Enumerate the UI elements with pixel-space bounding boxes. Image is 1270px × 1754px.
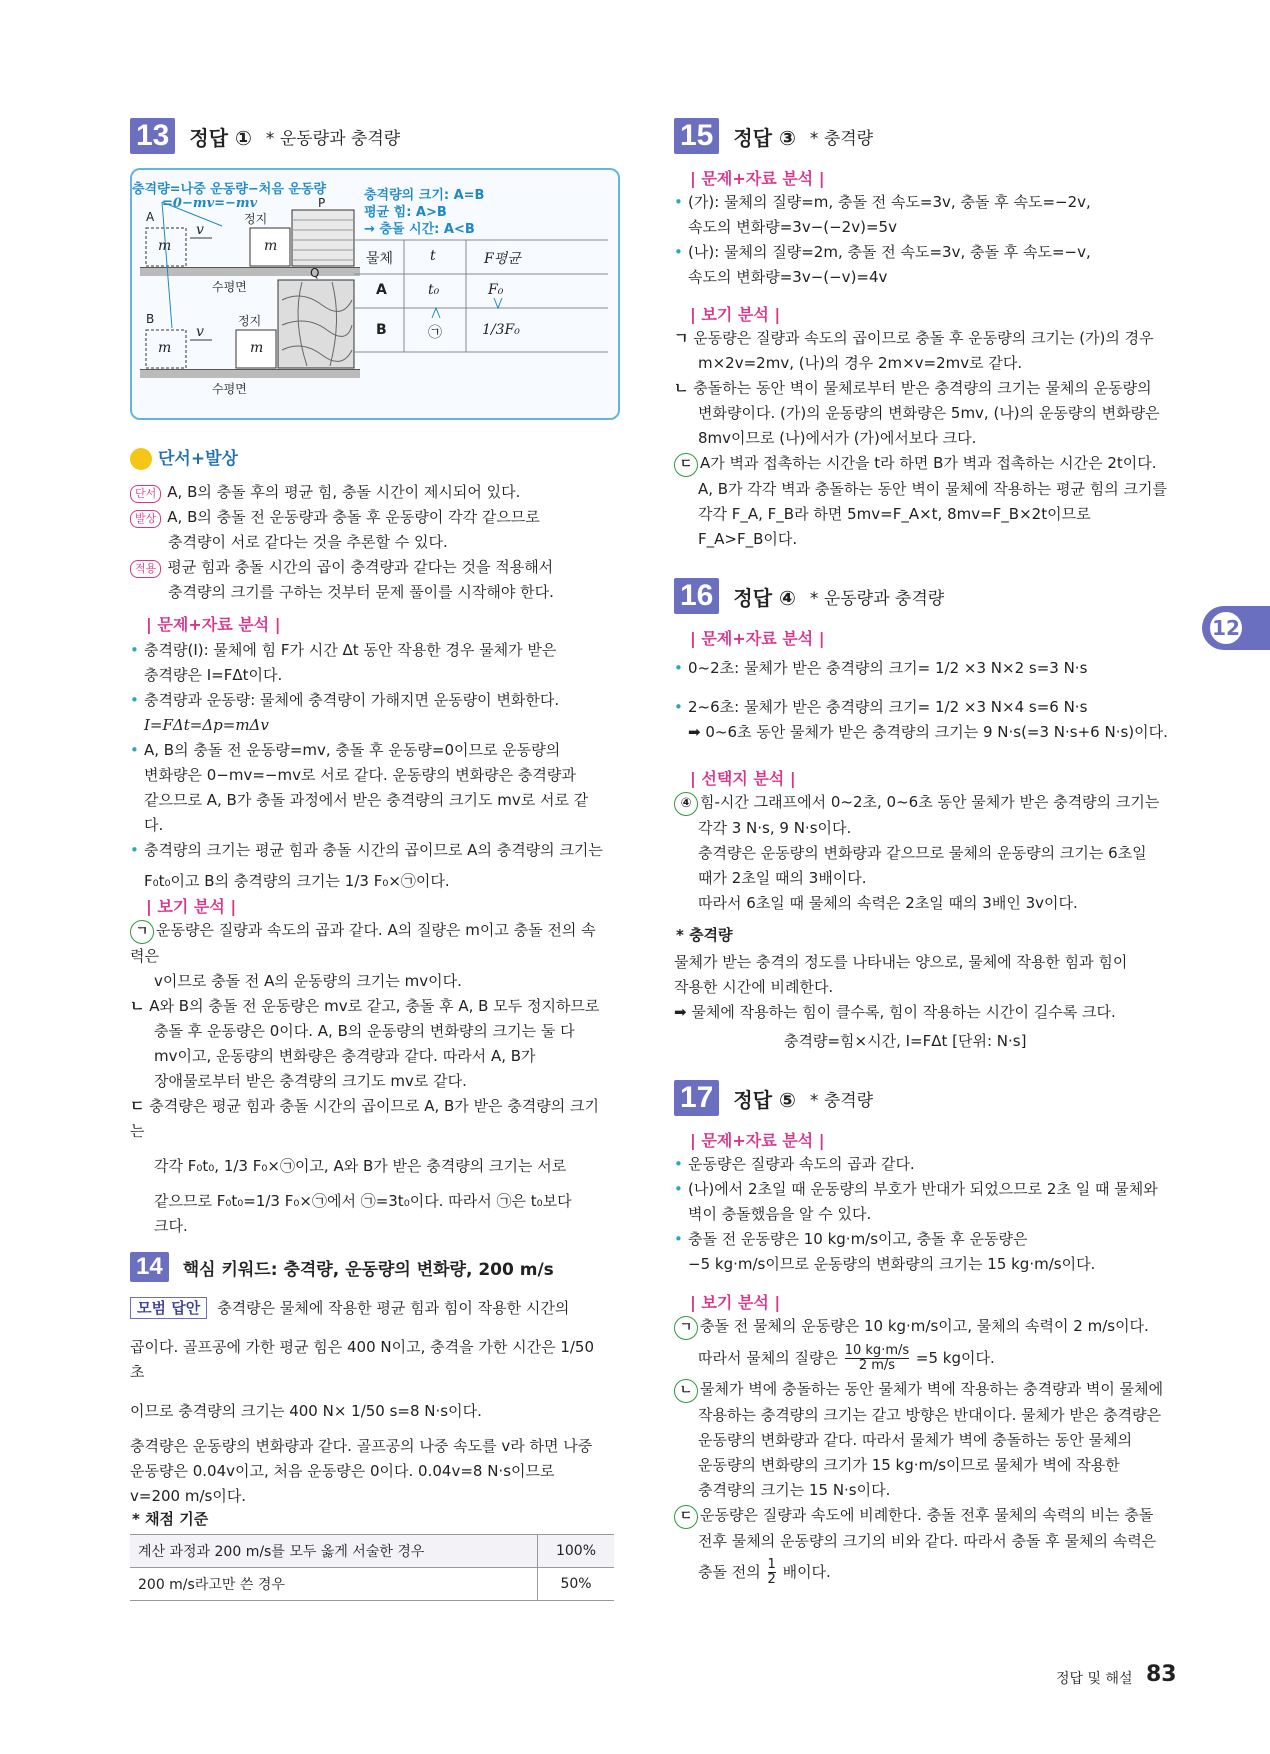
q17-answer: 정답 ⑤ — [733, 1087, 796, 1112]
q15-topic: * 충격량 — [809, 128, 874, 149]
q16-choice-title: | 선택지 분석 | — [690, 769, 796, 788]
q15-a1b: 속도의 변화량=3v−(−2v)=5v — [688, 218, 897, 236]
q16-a2: • 2~6초: 물체가 받은 충격량의 크기= 1/2 ×3 N×4 s=6 N·s — [674, 695, 1174, 720]
q13-v2c: mv이고, 운동량의 변화량은 충격량과 같다. 따라서 A, B가 — [154, 1047, 536, 1065]
q16-n2: 작용한 시간에 비례한다. — [674, 978, 834, 996]
q15-mark2: ㄴ — [674, 379, 689, 397]
clue-list — [130, 480, 600, 605]
q15-v1b: m×2v=2mv, (나)의 경우 2m×v=2mv로 같다. — [698, 354, 1023, 372]
q13-mark1: ㄱ — [130, 920, 154, 944]
diagram-eq2: =0−mv=−mv — [162, 196, 258, 211]
q14-m3: 이므로 충격량의 크기는 400 N× 1/50 s=8 N·s이다. — [130, 1402, 482, 1420]
stop-b: 정지 — [238, 314, 262, 328]
frac-den: 2 m/s — [858, 1358, 896, 1373]
frac-num: 1 — [767, 1557, 776, 1572]
q17-v3a: 운동량은 질량과 속도에 비례한다. 충돌 전후 물체의 속력의 비는 충돌 — [700, 1506, 1154, 1524]
q17-mark3: ㄷ — [674, 1505, 698, 1529]
q15-view-title: | 보기 분석 | — [690, 305, 781, 324]
ground-1: 수평면 — [212, 280, 247, 294]
q16-a1: • 0~2초: 물체가 받은 충격량의 크기= 1/2 ×3 N×2 s=3 N·s — [674, 656, 1174, 681]
q17-topic: * 충격량 — [809, 1090, 874, 1111]
q15-v2a: 충돌하는 동안 벽이 물체로부터 받은 충격량의 크기는 물체의 운동량의 — [693, 379, 1152, 397]
q16-c5: 따라서 6초일 때 물체의 속력은 2초일 때의 3배인 3v이다. — [698, 894, 1078, 912]
mass-b: m — [250, 340, 264, 356]
q15-v2c: 8mv이므로 (나)에서가 (가)에서보다 크다. — [698, 429, 977, 447]
row-b-name: B — [376, 322, 387, 338]
q17-v2c: 운동량의 변화량과 같다. 따라서 물체가 벽에 충돌하는 동안 물체의 — [698, 1431, 1133, 1449]
q14-m4: 충격량은 운동량의 변화량과 같다. 골프공의 나중 속도를 v라 하면 나중 — [130, 1437, 593, 1455]
q13-a3c: 같으므로 A, B가 충돌 과정에서 받은 충격량의 크기도 mv로 서로 같다. — [144, 791, 589, 834]
q17-header — [674, 1080, 873, 1116]
q15-v3c: 각각 F_A, F_B라 하면 5mv=F_A×t, 8mv=F_B×2t이므로 — [698, 505, 1091, 523]
q15-v1a: 운동량은 질량과 속도의 곱이므로 충돌 후 운동량의 크기는 (가)의 경우 — [693, 329, 1154, 347]
th-f: F평균 — [484, 251, 521, 267]
q17-view — [674, 1314, 1174, 1587]
label-a: A — [146, 210, 155, 224]
tag-apply: 적용 — [130, 560, 161, 578]
q17-v3c-pre: 충돌 전의 — [698, 1563, 761, 1581]
q16-a3: ➡ 0~6초 동안 물체가 받은 충격량의 크기는 9 N·s(=3 N·s+6 N·s)이다. — [688, 723, 1168, 741]
model-answer-label: 모범 답안 — [130, 1297, 207, 1319]
q15-analysis-title: | 문제+자료 분석 | — [690, 169, 825, 188]
q14-m5: 운동량은 0.04v이고, 처음 운동량은 0이다. 0.04v=8 N·s이므로 — [130, 1462, 555, 1480]
q17-a2a: • (나)에서 2초일 때 운동량의 부호가 반대가 되었으므로 2초 일 때 물체와 — [674, 1177, 1174, 1202]
q13-v2d: 장애물로부터 받은 충격량의 크기도 mv로 같다. — [154, 1072, 467, 1090]
q15-a1a: • (가): 물체의 질량=m, 충돌 전 속도=3v, 충돌 후 속도=−2v, — [674, 190, 1174, 215]
q17-a3b: −5 kg·m/s이므로 운동량의 변화량의 크기는 15 kg·m/s이다. — [688, 1255, 1096, 1273]
row-b-t: ㉠ — [428, 325, 442, 341]
q16-header — [674, 578, 944, 614]
stop-a: 정지 — [244, 212, 268, 226]
q16-note — [674, 950, 1174, 1054]
q13-a4: • 충격량의 크기는 평균 힘과 충돌 시간의 곱이므로 A의 충격량의 크기는 — [130, 838, 606, 863]
q17-v2a: 물체가 벽에 충돌하는 동안 물체가 벽에 작용하는 충격량과 벽이 물체에 — [700, 1380, 1164, 1398]
grading-criteria: 계산 과정과 200 m/s를 모두 옳게 서술한 경우 — [130, 1535, 538, 1568]
q16-n3: ➡ 물체에 작용하는 힘이 클수록, 힘이 작용하는 시간이 길수록 크다. — [674, 1003, 1116, 1021]
q14-m6: v=200 m/s이다. — [130, 1487, 247, 1505]
q15-answer: 정답 ③ — [733, 125, 796, 150]
q15-number: 15 — [674, 118, 719, 154]
q17-v1a: 충돌 전 물체의 운동량은 10 kg·m/s이고, 물체의 속력이 2 m/s이다. — [700, 1317, 1149, 1335]
q16-n1: 물체가 받는 충격의 정도를 나타내는 양으로, 물체에 작용한 힘과 힘이 — [674, 953, 1128, 971]
q16-note-title: * 충격량 — [676, 926, 733, 944]
th-object: 물체 — [366, 251, 394, 267]
ground-2: 수평면 — [212, 382, 247, 396]
frac-num: 10 kg·m/s — [844, 1343, 910, 1358]
label-b: B — [146, 312, 155, 326]
q17-mark1: ㄱ — [674, 1316, 698, 1340]
q16-c3: 충격량은 운동량의 변화량과 같으므로 물체의 운동량의 크기는 6초일 — [698, 844, 1147, 862]
q16-analysis-title: | 문제+자료 분석 | — [690, 629, 825, 648]
q14-model — [130, 1296, 610, 1509]
q14-m2: 곱이다. 골프공에 가한 평균 힘은 400 N이고, 충격을 가한 시간은 1/50 초 — [130, 1338, 595, 1381]
q15-view — [674, 326, 1174, 552]
q17-v2e: 충격량의 크기는 15 N·s이다. — [698, 1481, 891, 1499]
q17-v3c-post: 배이다. — [782, 1563, 831, 1581]
diagram-eq1: 충격량=나중 운동량−처음 운동량 — [132, 182, 327, 197]
mass-b-dashed: m — [158, 340, 172, 356]
mass-fraction — [845, 1344, 909, 1373]
q16-n4: 충격량=힘×시간, I=FΔt [단위: N·s] — [784, 1032, 1027, 1050]
th-t: t — [430, 248, 436, 264]
q13-analysis-title: | 문제+자료 분석 | — [146, 615, 281, 634]
clue-2b: 충격량이 서로 같다는 것을 추론할 수 있다. — [168, 533, 448, 551]
q15-header — [674, 118, 873, 154]
q15-a2a: • (나): 물체의 질량=2m, 충돌 전 속도=3v, 충돌 후 속도=−v, — [674, 240, 1174, 265]
q16-c2: 각각 3 N·s, 9 N·s이다. — [698, 819, 852, 837]
q13-v3b: 각각 F₀t₀, 1/3 F₀×㉠이고, A와 B가 받은 충격량의 크기는 서로 — [154, 1157, 567, 1175]
label-p: P — [318, 196, 326, 210]
q13-a2: • 충격량과 운동량: 물체에 충격량이 가해지면 운동량이 변화한다. — [130, 688, 606, 713]
q13-mark2: ㄴ — [130, 997, 145, 1015]
q15-v3d: F_A>F_B이다. — [698, 530, 798, 548]
q17-view-title: | 보기 분석 | — [690, 1293, 781, 1312]
row-a-name: A — [376, 282, 387, 298]
table-row — [130, 1535, 614, 1568]
tag-clue: 단서 — [130, 485, 161, 503]
clue-title: 단서+발상 — [130, 444, 238, 470]
q13-mark3: ㄷ — [130, 1097, 145, 1115]
cmp-2: 평균 힘: A>B — [364, 205, 447, 220]
q16-choice-mark: ④ — [674, 792, 698, 816]
mass-a-dashed: m — [158, 238, 172, 254]
grading-score: 50% — [538, 1568, 615, 1601]
q13-topic: * 운동량과 충격량 — [265, 128, 401, 149]
frac-den: 2 — [767, 1572, 776, 1587]
q17-analysis-title: | 문제+자료 분석 | — [690, 1131, 825, 1150]
grading-title: * 채점 기준 — [132, 1510, 209, 1528]
footer-label: 정답 및 해설 — [1056, 1671, 1133, 1687]
clue-1: A, B의 충돌 후의 평균 힘, 충돌 시간이 제시되어 있다. — [167, 483, 521, 501]
q16-choice — [674, 790, 1174, 916]
q15-v3b: A, B가 각각 벽과 충돌하는 동안 벽이 물체에 작용하는 평균 힘의 크기를 — [698, 480, 1168, 498]
q16-number: 16 — [674, 578, 719, 614]
q17-v1b-post: =5 kg이다. — [915, 1349, 995, 1367]
q15-v2b: 변화량이다. (가)의 운동량의 변화량은 5mv, (나)의 운동량의 변화량은 — [698, 404, 1160, 422]
q13-v2a: A와 B의 충돌 전 운동량은 mv로 같고, 충돌 후 A, B 모두 정지하므로 — [149, 997, 600, 1015]
q13-number: 13 — [130, 118, 175, 154]
tag-idea: 발상 — [130, 510, 161, 528]
q16-analysis — [674, 656, 1174, 745]
grading-criteria: 200 m/s라고만 쓴 경우 — [130, 1568, 538, 1601]
q13-v1b: v이므로 충돌 전 A의 운동량의 크기는 mv이다. — [154, 972, 462, 990]
cmp-1: 충격량의 크기: A=B — [364, 188, 485, 203]
q14-number: 14 — [130, 1252, 169, 1282]
q16-c1: 힘-시간 그래프에서 0~2초, 0~6초 동안 물체가 받은 충격량의 크기는 — [700, 793, 1160, 811]
q13-a1a: • 충격량(I): 물체에 힘 F가 시간 Δt 동안 작용한 경우 물체가 받은 — [130, 638, 606, 663]
q16-topic: * 운동량과 충격량 — [809, 588, 945, 609]
q17-v2b: 작용하는 충격량의 크기는 같고 방향은 반대이다. 물체가 받은 충격량은 — [698, 1406, 1162, 1424]
q15-v3a: A가 벽과 접촉하는 시간을 t라 하면 B가 벽과 접촉하는 시간은 2t이다. — [700, 454, 1157, 472]
q15-mark3: ㄷ — [674, 453, 698, 477]
q13-v3a: 충격량은 평균 힘과 충돌 시간의 곱이므로 A, B가 받은 충격량의 크기는 — [130, 1097, 600, 1140]
q13-view — [130, 918, 610, 1239]
q14-keyword: 핵심 키워드: 충격량, 운동량의 변화량, 200 m/s — [182, 1259, 554, 1280]
chapter-number: 12 — [1208, 610, 1244, 646]
q17-a3a: • 충돌 전 운동량은 10 kg·m/s이고, 충돌 후 운동량은 — [674, 1227, 1174, 1252]
q13-view-title: | 보기 분석 | — [146, 897, 237, 916]
clue-3a: 평균 힘과 충돌 시간의 곱이 충격량과 같다는 것을 적용해서 — [167, 558, 554, 576]
q13-header — [130, 118, 400, 154]
vel-a: v — [196, 222, 204, 238]
q15-mark1: ㄱ — [674, 329, 689, 347]
page-number: 83 — [1146, 1662, 1177, 1687]
q13-analysis — [130, 638, 606, 894]
q13-answer: 정답 ① — [189, 125, 252, 150]
q17-analysis — [674, 1152, 1174, 1277]
chapter-tab — [1202, 606, 1270, 650]
q13-v3c: 같으므로 F₀t₀=1/3 F₀×㉠에서 ㉠=3t₀이다. 따라서 ㉠은 t₀보다 — [154, 1192, 572, 1210]
q17-v3b: 전후 물체의 운동량의 크기의 비와 같다. 따라서 충돌 후 물체의 속력은 — [698, 1532, 1157, 1550]
mass-a: m — [264, 238, 278, 254]
q17-number: 17 — [674, 1080, 719, 1116]
row-b-f: 1/3F₀ — [482, 322, 520, 338]
row-a-t: t₀ — [428, 282, 440, 298]
q13-a2eq: I=FΔt=Δp=mΔv — [144, 716, 269, 734]
q13-v2b: 충돌 후 운동량은 0이다. A, B의 운동량의 변화량의 크기는 둘 다 — [154, 1022, 575, 1040]
q17-v2d: 운동량의 변화량의 크기가 15 kg·m/s이므로 물체가 벽에 작용한 — [698, 1456, 1120, 1474]
q13-v1a: 운동량은 질량과 속도의 곱과 같다. A의 질량은 m이고 충돌 전의 속력은 — [130, 921, 596, 965]
vel-b: v — [196, 324, 204, 340]
q13-a1b: 충격량은 I=FΔt이다. — [144, 666, 283, 684]
grading-table — [130, 1534, 614, 1601]
label-q: Q — [310, 266, 320, 280]
q13-a4b: F₀t₀이고 B의 충격량의 크기는 1/3 F₀×㉠이다. — [144, 872, 450, 890]
q15-analysis — [674, 190, 1174, 290]
q13-a3a: • A, B의 충돌 전 운동량=mv, 충돌 후 운동량=0이므로 운동량의 — [130, 738, 606, 763]
clue-2a: A, B의 충돌 전 운동량과 충돌 후 운동량이 각각 같으므로 — [167, 508, 540, 526]
cmp-3: → 충돌 시간: A<B — [364, 222, 475, 237]
q13-diagram — [130, 168, 620, 420]
q16-answer: 정답 ④ — [733, 585, 796, 610]
grading-score: 100% — [538, 1535, 615, 1568]
lightbulb-icon — [130, 448, 152, 470]
q14-m1: 충격량은 물체에 작용한 평균 힘과 힘이 작용한 시간의 — [217, 1299, 570, 1317]
half-fraction — [768, 1558, 776, 1587]
q13-v3d: 크다. — [154, 1217, 188, 1235]
row-a-f: F₀ — [488, 282, 504, 298]
table-row — [130, 1568, 614, 1601]
q15-a2b: 속도의 변화량=3v−(−v)=4v — [688, 268, 888, 286]
q14-header — [130, 1252, 554, 1282]
q13-a3b: 변화량은 0−mv=−mv로 서로 같다. 운동량의 변화량은 충격량과 — [144, 766, 576, 784]
q17-a1: • 운동량은 질량과 속도의 곱과 같다. — [674, 1152, 1174, 1177]
q16-c4: 때가 2초일 때의 3배이다. — [698, 869, 867, 887]
q17-mark2: ㄴ — [674, 1379, 698, 1403]
q17-a2b: 벽이 충돌했음을 알 수 있다. — [688, 1205, 872, 1223]
clue-3b: 충격량의 크기를 구하는 것부터 문제 풀이를 시작해야 한다. — [168, 583, 554, 601]
q17-v1b-pre: 따라서 물체의 질량은 — [698, 1349, 838, 1367]
